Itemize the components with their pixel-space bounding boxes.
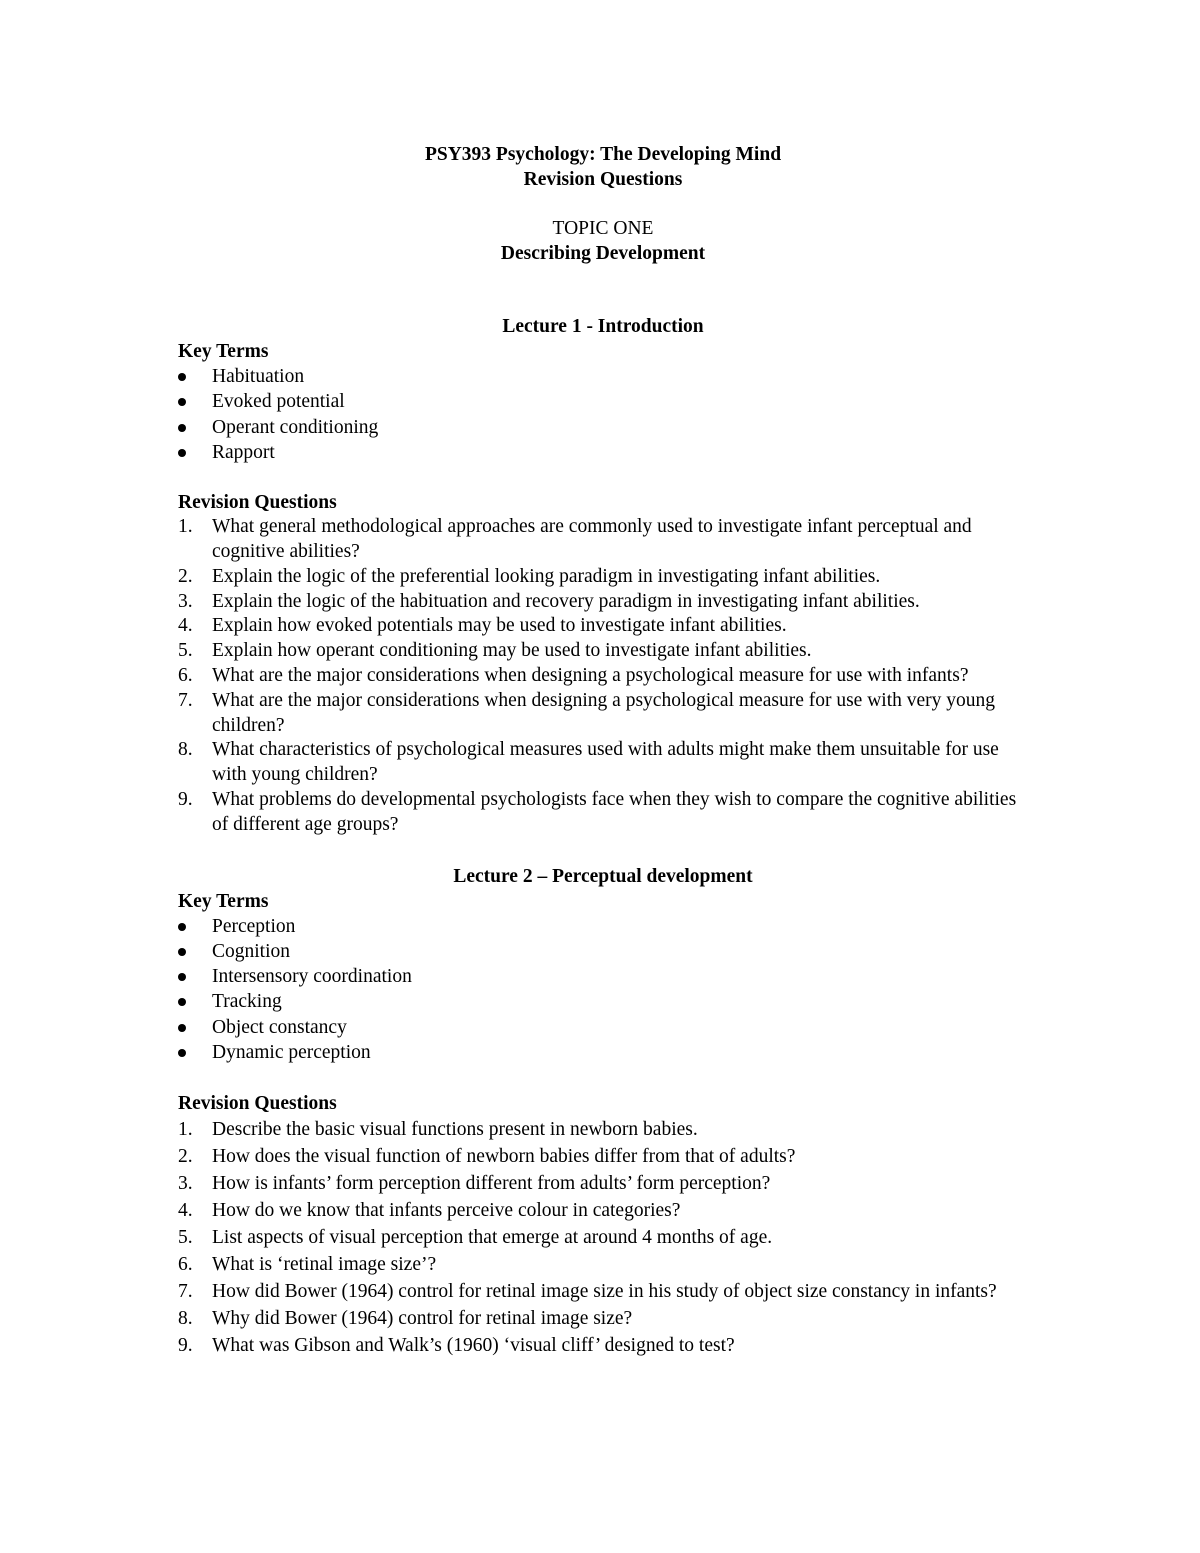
question-number: 9. [178,1335,193,1357]
bullet-icon [178,1024,186,1032]
question-number: 6. [178,1254,193,1276]
document-subtitle: Revision Questions [523,169,683,190]
key-term-text: Dynamic perception [212,1042,371,1064]
question-number: 1. [178,1119,193,1141]
key-term-item [178,989,1028,1014]
question-text: Explain the logic of the habituation and recovery paradigm in investigating infant abilities. [212,590,920,612]
question-item [178,1332,1028,1359]
question-text: What was Gibson and Walk’s (1960) ‘visual cliff’ designed to test? [212,1335,735,1357]
bullet-icon [178,973,186,981]
lecture-2-key-terms-heading: Key Terms [178,890,269,912]
key-term-text: Tracking [212,991,282,1013]
question-number: 9. [178,788,193,810]
question-item [178,1224,1028,1251]
lecture-2-section [178,864,1028,1360]
key-term-item [178,914,1028,939]
question-text: List aspects of visual perception that emerge at around 4 months of age. [212,1227,773,1249]
lecture-2-questions-heading: Revision Questions [178,1093,337,1115]
bullet-icon [178,449,186,457]
topic-block [178,216,1028,266]
bullet-icon [178,948,186,956]
key-term-item [178,1015,1028,1040]
question-item [178,590,1028,615]
lecture-2-title: Lecture 2 – Perceptual development [453,865,753,887]
question-item [178,515,1028,565]
question-number: 1. [178,516,193,538]
question-number: 4. [178,1200,193,1222]
question-number: 3. [178,1173,193,1195]
bullet-icon [178,373,186,381]
question-item [178,1305,1028,1332]
topic-label: TOPIC ONE [552,218,654,239]
question-number: 4. [178,615,193,637]
key-term-item [178,389,1028,414]
bullet-icon [178,1049,186,1057]
question-item [178,689,1028,739]
title-block [178,142,1028,192]
question-number: 8. [178,739,193,761]
document-page [178,142,1028,1359]
key-term-item [178,364,1028,389]
question-text: How did Bower (1964) control for retinal image size in his study of object size constancy in infants? [212,1281,997,1303]
question-item [178,1116,1028,1143]
bullet-icon [178,424,186,432]
question-number: 5. [178,640,193,662]
question-item [178,738,1028,788]
topic-title: Describing Development [500,243,706,264]
question-number: 2. [178,565,193,587]
key-term-text: Operant conditioning [212,416,379,438]
lecture-2-questions-list [178,1116,1028,1359]
key-term-text: Rapport [212,441,275,463]
key-term-item [178,939,1028,964]
question-text: How does the visual function of newborn babies differ from that of adults? [212,1146,796,1168]
question-number: 8. [178,1308,193,1330]
question-text: How is infants’ form perception different from adults’ form perception? [212,1173,771,1195]
question-number: 2. [178,1146,193,1168]
question-text: What is ‘retinal image size’? [212,1254,437,1276]
question-item [178,1197,1028,1224]
question-item [178,639,1028,664]
key-term-item [178,1040,1028,1065]
question-item [178,788,1028,838]
question-item [178,1251,1028,1278]
question-text: Explain the logic of the preferential looking paradigm in investigating infant abilities. [212,565,881,587]
lecture-1-title: Lecture 1 - Introduction [502,316,704,337]
lecture-1-key-terms-heading: Key Terms [178,341,269,362]
question-text: Describe the basic visual functions present in newborn babies. [212,1119,698,1141]
question-number: 7. [178,1281,193,1303]
question-item [178,1143,1028,1170]
key-term-text: Evoked potential [212,391,345,413]
question-text: What general methodological approaches are commonly used to investigate infant perceptual and cognitive abilities? [212,516,972,562]
key-term-item [178,415,1028,440]
question-item [178,565,1028,590]
key-term-text: Intersensory coordination [212,966,412,988]
lecture-1-section [178,314,1028,838]
key-term-item [178,964,1028,989]
bullet-icon [178,998,186,1006]
question-text: What characteristics of psychological measures used with adults might make them unsuitable for use with young children? [212,739,999,786]
lecture-1-questions-heading: Revision Questions [178,492,337,514]
question-text: What are the major considerations when designing a psychological measure for use with infants? [212,664,969,686]
key-term-text: Habituation [212,366,305,387]
question-number: 6. [178,664,193,686]
bullet-icon [178,923,186,931]
bullet-icon [178,398,186,406]
question-number: 7. [178,689,193,711]
key-term-text: Cognition [212,940,291,962]
question-text: Why did Bower (1964) control for retinal image size? [212,1308,633,1330]
question-text: How do we know that infants perceive colour in categories? [212,1200,681,1222]
question-item [178,614,1028,639]
question-number: 3. [178,590,193,612]
question-number: 5. [178,1227,193,1249]
question-item [178,1170,1028,1197]
course-title: PSY393 Psychology: The Developing Mind [424,144,782,165]
key-term-item [178,440,1028,465]
key-term-text: Perception [212,915,296,937]
question-text: Explain how operant conditioning may be used to investigate infant abilities. [212,640,812,662]
question-text: Explain how evoked potentials may be used to investigate infant abilities. [212,615,787,637]
question-text: What are the major considerations when designing a psychological measure for use with very young children? [212,689,996,736]
question-item [178,664,1028,689]
question-item [178,1278,1028,1305]
question-text: What problems do developmental psychologists face when they wish to compare the cognitive abilities of different age groups? [212,788,1017,835]
lecture-2-key-terms-list [178,914,1028,1066]
lecture-1-questions-list [178,515,1028,837]
key-term-text: Object constancy [212,1016,347,1038]
lecture-1-key-terms-list [178,364,1028,465]
